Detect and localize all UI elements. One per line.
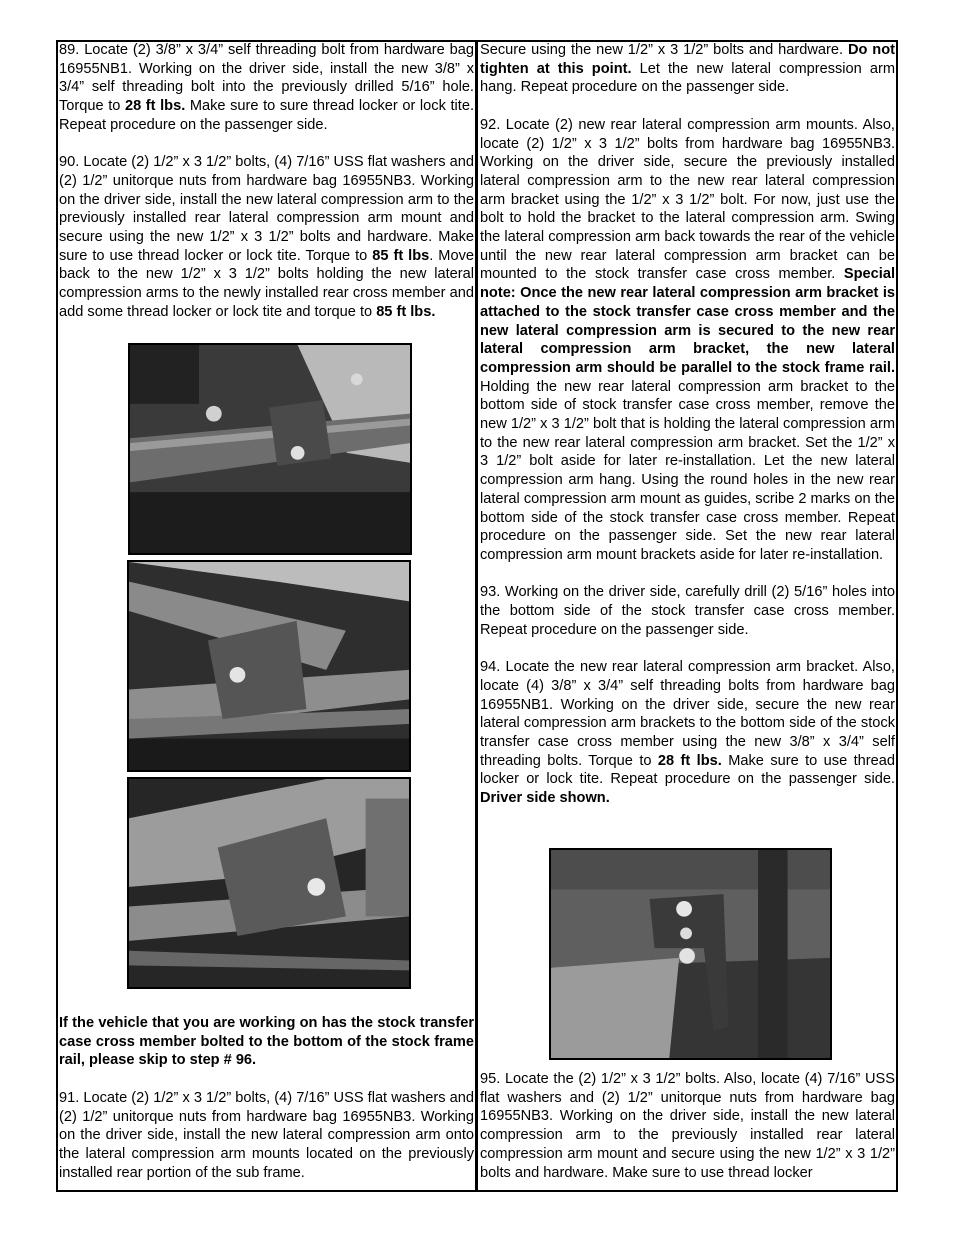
- step-94: 94. Locate the new rear lateral compression arm bracket. Also, locate (4) 3/8” x 3/4” self threading bolts from hardware bag 16955NB1. Working on the driver side, secure the new rear lateral compression arm brackets to the bottom side of the stock transfer case cross member using the new 3/8” x 3/4” self threading bolts. Torque to 28 ft lbs. Make sure to use thread locker or lock tite. Repeat procedure on the passenger side. Driver side shown.: [480, 659, 896, 807]
- step-95: 95. Locate the (2) 1/2” x 3 1/2” bolts. Also, locate (4) 7/16” USS flat washers and (2) 1/2” unitorque nuts from hardware bag 16955NB3. Working on the driver side, install the new lateral compression arm to the previously installed rear lateral compression arm mount and secure using the new 1/2” x 3 1/2” bolts and hardware. Make sure to use thread locker: [480, 1071, 895, 1181]
- photo-lateral-arm-mount: [128, 343, 412, 555]
- photo-lateral-arm-bolt: [127, 777, 411, 989]
- step-91: 91. Locate (2) 1/2” x 3 1/2” bolts, (4) 7/16” USS flat washers and (2) 1/2” unitorque nuts from hardware bag 16955NB3. Working on the driver side, install the new lateral compression arm onto the lateral compression arm mounts located on the previously installed rear portion of the sub frame.: [59, 1090, 474, 1181]
- step-90: 90. Locate (2) 1/2” x 3 1/2” bolts, (4) 7/16” USS flat washers and (2) 1/2” unitorque nuts from hardware bag 16955NB3. Working on the driver side, install the new lateral compression arm to the previously installed rear lateral compression arm mount and secure using the new 1/2” x 3 1/2” bolts and hardware. Make sure to use thread locker or lock tite. Torque to 85 ft lbs. Move back to the new 1/2” x 3 1/2” bolts holding the new lateral compression arms to the newly installed rear cross member and add some thread locker or lock tite and torque to 85 ft lbs.: [59, 154, 474, 320]
- step-89: 89. Locate (2) 3/8” x 3/4” self threading bolt from hardware bag 16955NB1. Working on the driver side, install the new 3/8” x 3/4” self threading bolt into the previously drilled 5/16” hole. Torque to 28 ft lbs. Make sure to sure thread locker or lock tite. Repeat procedure on the passenger side.: [59, 42, 474, 133]
- photo-cross-member-bracket: [549, 848, 832, 1060]
- photo-lateral-arm-bracket: [127, 560, 411, 772]
- skip-note: If the vehicle that you are working on has the stock transfer case cross member bolted to the bottom of the stock frame rail, please skip to step # 96.: [59, 1015, 474, 1069]
- right-column: [480, 41, 895, 808]
- step-92: 92. Locate (2) new rear lateral compression arm mounts. Also, locate (2) 1/2” x 3 1/2” bolts from hardware bag 16955NB3. Working on the driver side, secure the previously installed lateral compression arm to the new rear lateral compression arm bracket using the 1/2” x 3 1/2” bolt. For now, just use the bolt to hold the bracket to the lateral compression arm. Swing the lateral compression arm back towards the rear of the vehicle until the new rear lateral compression arm bracket can be mounted to the stock transfer case cross member. Special note: Once the new rear lateral compression arm bracket is attached to the stock transfer case cross member and the new lateral compression arm is secured to the new rear lateral compression arm bracket, the new lateral compression arm should be parallel to the stock frame rail. Holding the new rear lateral compression arm bracket to the bottom side of stock transfer case cross member, remove the new 1/2” x 3 1/2” bolt that is holding the lateral compression arm to the new rear lateral compression arm bracket. Set the 1/2” x 3 1/2” bolt aside for later re-installation. Let the new lateral compression arm hang. Using the round holes in the new rear lateral compression arm mount as guides, scribe 2 marks on the bottom side of the stock transfer case cross member. Repeat procedure on the passenger side. Set the new rear lateral compression arm mount brackets aside for later re-installation.: [480, 116, 895, 563]
- step-93: 93. Working on the driver side, carefully drill (2) 5/16” holes into the bottom side of the stock transfer case cross member. Repeat procedure on the passenger side.: [480, 584, 895, 638]
- left-column: [59, 41, 474, 322]
- column-divider: [475, 40, 478, 1192]
- step-91-continued: Secure using the new 1/2” x 3 1/2” bolts and hardware. Do not tighten at this point. Let the new lateral compression arm hang. Repeat procedure on the passenger side.: [480, 42, 895, 96]
